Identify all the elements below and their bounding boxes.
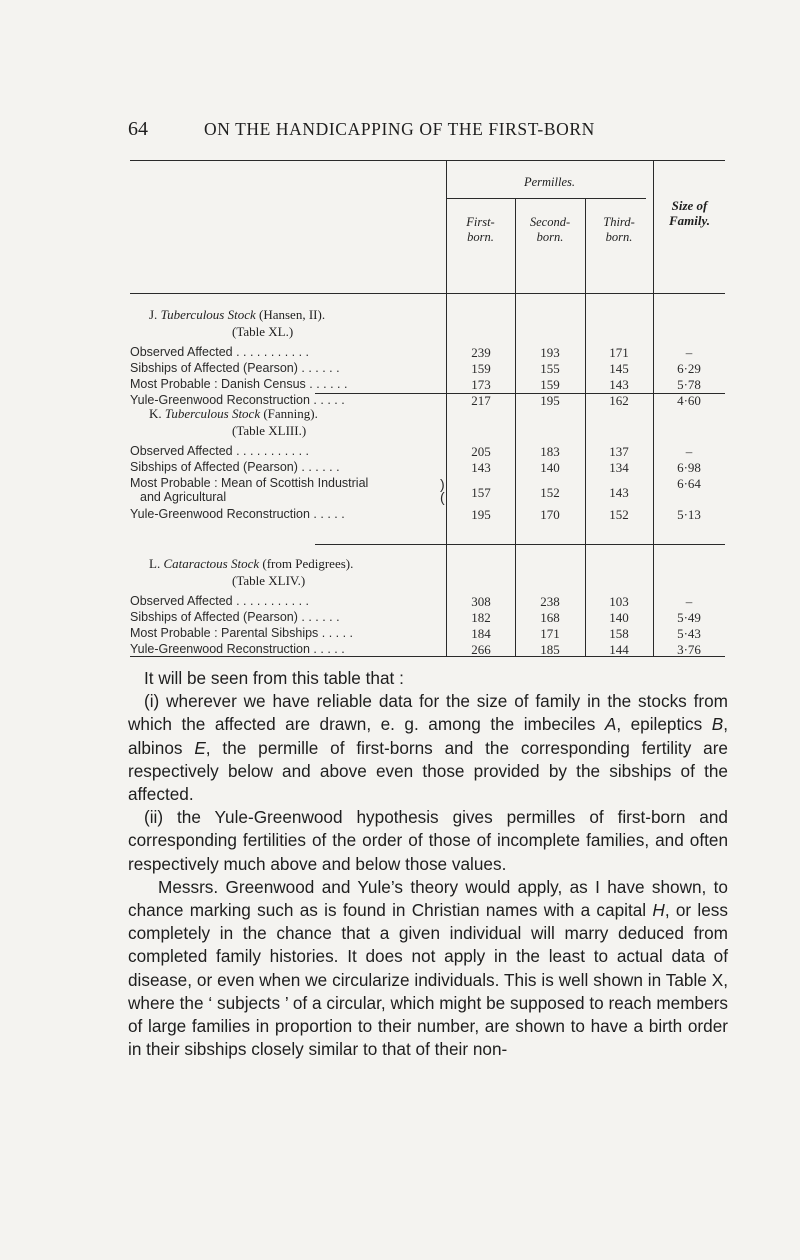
first-born-value: 217 — [471, 393, 491, 408]
third-born-value: 158 — [609, 626, 629, 641]
third-born-value: 152 — [609, 507, 629, 522]
row-label-continuation: and Agricultural — [140, 490, 227, 504]
second-born-value: 159 — [540, 377, 560, 392]
first-born-value: 239 — [471, 345, 491, 360]
third-born-line1: Third- — [603, 215, 635, 229]
second-born-value: 168 — [540, 610, 560, 625]
row-label: Yule-Greenwood Reconstruction . . . . . — [130, 507, 345, 521]
section-stock: Cataractous Stock — [163, 556, 260, 571]
family-size-value: – — [685, 594, 693, 609]
table-row — [130, 626, 725, 641]
table-row — [130, 507, 725, 522]
third-born-value: 143 — [609, 377, 629, 392]
first-born-value: 266 — [471, 642, 491, 657]
subheader-rule — [446, 198, 646, 199]
third-born-value: 137 — [609, 444, 629, 459]
row-label: Observed Affected . . . . . . . . . . . — [130, 594, 310, 608]
table-row — [130, 361, 725, 376]
table-row — [130, 444, 725, 459]
permilles-table — [130, 160, 725, 660]
family-size-value: 6·29 — [677, 361, 701, 376]
third-born-line2: born. — [605, 230, 633, 244]
family-size-value: 5·43 — [677, 626, 701, 641]
second-born-value: 170 — [540, 507, 560, 522]
family-size-value: – — [685, 444, 693, 459]
family-size-value: 3·76 — [677, 642, 701, 657]
second-born-line2: born. — [536, 230, 564, 244]
brace-mark: ( — [440, 489, 445, 505]
family-size-value: 6·64 — [677, 476, 701, 491]
third-born-header — [585, 215, 653, 245]
italic-a: A — [604, 714, 617, 735]
table-row — [130, 476, 725, 506]
section-source: (Fanning). — [263, 406, 318, 421]
section-stock: Tuberculous Stock — [164, 406, 261, 421]
theory-text-b: , or less completely in the chance that a given individual will marry deduced from completed family histories. It does not apply in the least to actual data of disease, or even when we circularize individuals. This is well shown in Table X, where the ‘ subjects ’ of a circular, which might be supposed to reach members of large families in proportion to their number, are shown to have a birth order in their sibships closely similar to that of their non- — [128, 900, 728, 1060]
third-born-value: 162 — [609, 393, 629, 408]
second-born-value: 238 — [540, 594, 560, 609]
section-table-ref — [232, 324, 293, 340]
row-label: Observed Affected . . . . . . . . . . . — [130, 345, 310, 359]
intro-paragraph: It will be seen from this table that : — [144, 668, 404, 688]
size-of-family-header — [654, 198, 725, 228]
section-table-ref — [232, 423, 306, 439]
first-born-value: 182 — [471, 610, 491, 625]
family-size-value: 6·98 — [677, 460, 701, 475]
italic-e: E — [194, 737, 206, 758]
brace-mark: ) — [440, 476, 445, 492]
second-born-value: 152 — [540, 485, 560, 500]
family-size-value: 5·78 — [677, 377, 701, 392]
row-label: Most Probable : Parental Sibships . . . . . — [130, 626, 354, 640]
section-letter: L. — [149, 556, 161, 571]
table-row — [130, 377, 725, 392]
family-size-value: 5·13 — [677, 507, 701, 522]
first-born-value: 184 — [471, 626, 491, 641]
point-i-text-b: , epileptics — [616, 714, 712, 735]
size-label-line1: Size of — [671, 198, 708, 213]
row-label: Most Probable : Danish Census . . . . . . — [130, 377, 348, 391]
table-row — [130, 642, 725, 657]
third-born-value: 145 — [609, 361, 629, 376]
second-born-value: 155 — [540, 361, 560, 376]
first-born-value: 205 — [471, 444, 491, 459]
page-number: 64 — [128, 118, 148, 140]
body-text — [128, 667, 728, 1061]
second-born-value: 185 — [540, 642, 560, 657]
third-born-value: 143 — [609, 485, 629, 500]
row-label: Observed Affected . . . . . . . . . . . — [130, 444, 310, 458]
third-born-value: 134 — [609, 460, 629, 475]
second-born-value: 193 — [540, 345, 560, 360]
section-table-ref — [232, 573, 305, 589]
third-born-value: 140 — [609, 610, 629, 625]
table-ref-text: (Table XLIV.) — [232, 573, 306, 588]
section-letter: K. — [149, 406, 162, 421]
point-i-text-d: , the permille of first-borns and the corresponding fertility are respectively below and above even those provided by the sibships of the affected. — [128, 737, 728, 805]
section-letter: J. — [149, 307, 158, 322]
family-size-value: – — [685, 345, 693, 360]
running-head-title: ON THE HANDICAPPING OF THE FIRST-BORN — [204, 119, 595, 139]
second-born-header — [515, 215, 585, 245]
first-born-value: 157 — [471, 485, 491, 500]
third-born-value: 103 — [609, 594, 629, 609]
section-source: (Hansen, II). — [259, 307, 326, 322]
family-size-value: 5·49 — [677, 610, 701, 625]
table-top-rule — [130, 160, 725, 161]
row-label: Yule-Greenwood Reconstruction . . . . . — [130, 393, 345, 407]
table-row — [130, 460, 725, 475]
section-stock: Tuberculous Stock — [160, 307, 256, 322]
size-label-line2: Family. — [668, 213, 711, 228]
second-born-value: 183 — [540, 444, 560, 459]
first-born-header — [446, 215, 515, 245]
table-ref-text: (Table XLIII.) — [232, 423, 307, 438]
row-label: Yule-Greenwood Reconstruction . . . . . — [130, 642, 345, 656]
point-ii-paragraph: (ii) the Yule-Greenwood hypothesis gives permilles of first-born and corresponding fertilities of the order of those of incomplete families, and often respectively much above and below those values. — [128, 807, 728, 874]
point-i-text-c: , albinos — [128, 714, 728, 758]
table-row — [130, 594, 725, 609]
section-title — [149, 406, 318, 422]
section-title — [149, 307, 325, 323]
first-born-value: 143 — [471, 460, 491, 475]
third-born-value: 171 — [609, 345, 629, 360]
italic-b: B — [711, 714, 724, 735]
row-label: Sibships of Affected (Pearson) . . . . . . — [130, 361, 340, 375]
first-born-value: 159 — [471, 361, 491, 376]
first-born-line2: born. — [467, 230, 494, 244]
section-l-rule — [315, 544, 725, 545]
permilles-label: Permilles. — [523, 175, 576, 189]
first-born-value: 195 — [471, 507, 491, 522]
row-label: Sibships of Affected (Pearson) . . . . . . — [130, 460, 340, 474]
table-row — [130, 610, 725, 625]
running-header — [128, 118, 728, 142]
second-born-value: 140 — [540, 460, 560, 475]
point-i-text-a: (i) wherever we have reliable data for the size of family in the stocks from which the affected are drawn, e. g. among the imbeciles — [128, 691, 728, 735]
header-bottom-rule — [130, 293, 725, 294]
table-row — [130, 345, 725, 360]
table-ref-text: (Table XL.) — [232, 324, 294, 339]
col-divider-4 — [653, 160, 654, 656]
section-source: (from Pedigrees). — [262, 556, 354, 571]
second-born-value: 171 — [540, 626, 560, 641]
theory-text-a: Messrs. Greenwood and Yule’s theory would apply, as I have shown, to chance marking such as is found in Christian names with a capital — [128, 876, 728, 921]
first-born-value: 308 — [471, 594, 491, 609]
second-born-value: 195 — [540, 393, 560, 408]
row-label: Most Probable : Mean of Scottish Industrial — [130, 476, 369, 490]
col-divider-2 — [515, 198, 516, 656]
third-born-value: 144 — [609, 642, 629, 657]
first-born-value: 173 — [471, 377, 491, 392]
permilles-header — [446, 175, 653, 190]
theory-paragraph — [128, 876, 728, 1062]
italic-h: H — [652, 900, 665, 921]
family-size-value: 4·60 — [677, 393, 701, 408]
first-born-line1: First- — [466, 215, 495, 229]
point-i-paragraph — [128, 690, 728, 806]
section-title — [149, 556, 353, 572]
col-divider-3 — [585, 198, 586, 656]
second-born-line1: Second- — [529, 215, 571, 229]
row-label: Sibships of Affected (Pearson) . . . . . . — [130, 610, 340, 624]
